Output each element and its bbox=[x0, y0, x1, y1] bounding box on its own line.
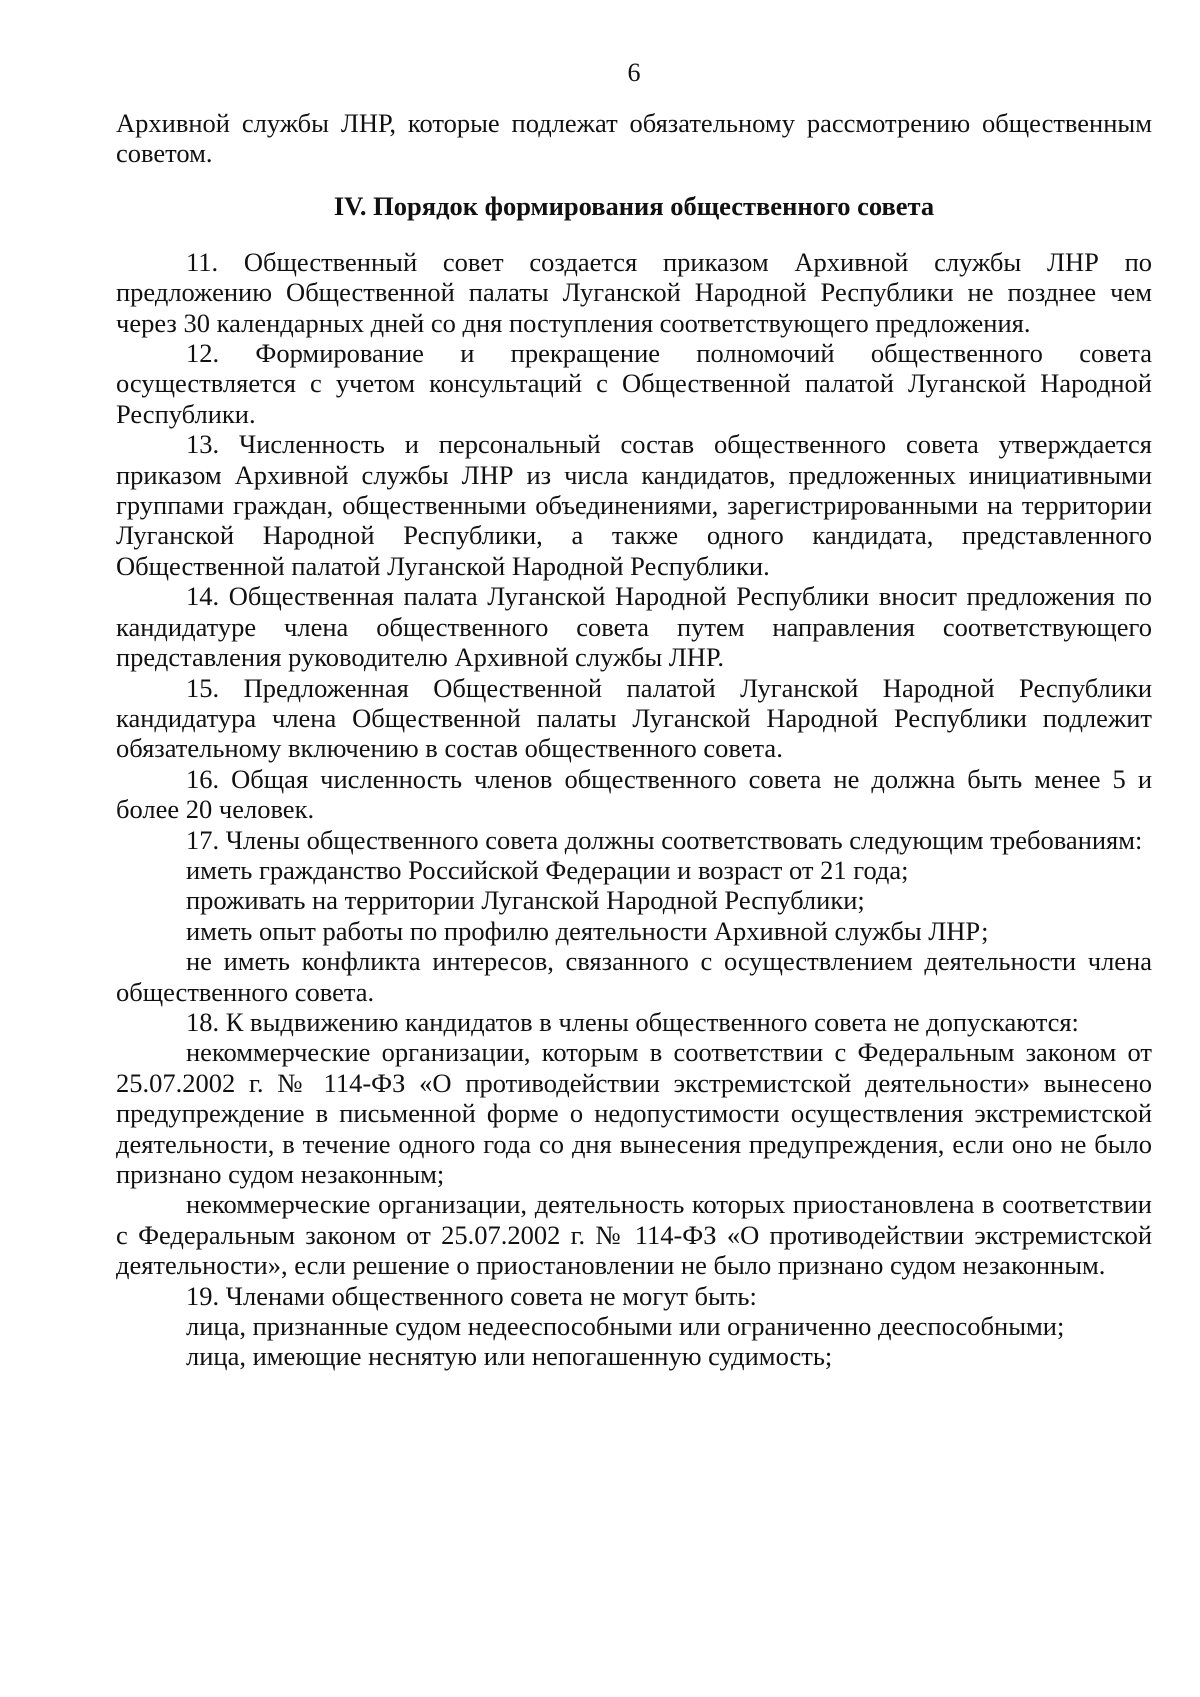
paragraph-13: 13. Численность и персональный состав общественного совета утверждается приказом Архивной службы ЛНР из числа кандидатов, предложенных инициативными группами граждан, общественными объединениями, зарегистрированными на территории Луганской Народной Республики, а также одного кандидата, представленного Общественной палатой Луганской Народной Республики. bbox=[116, 429, 1152, 581]
paragraph-19: 19. Членами общественного совета не могут быть: bbox=[186, 1280, 757, 1311]
paragraph-15: 15. Предложенная Общественной палатой Луганской Народной Республики кандидатура члена Общественной палаты Луганской Народной Республики подлежит обязательному включению в состав общественного совета. bbox=[116, 672, 1152, 764]
requirement-item: не иметь конфликта интересов, связанного с осуществлением деятельности члена общественного совета. bbox=[116, 946, 1152, 1007]
paragraph-16: 16. Общая численность членов общественного совета не должна быть менее 5 и более 20 человек. bbox=[116, 763, 1152, 825]
paragraph-18: 18. К выдвижению кандидатов в члены общественного совета не допускаются: bbox=[186, 1006, 1079, 1037]
paragraph-14: 14. Общественная палата Луганской Народной Республики вносит предложения по кандидатуре члена общественного совета путем направления соответствующего представления руководителю Архивной службы ЛНР. bbox=[116, 581, 1152, 673]
requirement-item: иметь гражданство Российской Федерации и возраст от 21 года; bbox=[186, 854, 909, 885]
exclusion-item: некоммерческие организации, деятельность которых приостановлена в соответствии с Федеральным законом от 25.07.2002 г. № 114-ФЗ «О противодействии экстремистской деятельности», если решение о приостановлении не было признано судом незаконным. bbox=[116, 1189, 1152, 1281]
section-title: IV. Порядок формирования общественного совета bbox=[333, 190, 935, 221]
restriction-item: лица, признанные судом недееспособными или ограниченно дееспособными; bbox=[186, 1311, 1065, 1342]
paragraph-12: 12. Формирование и прекращение полномочий общественного совета осуществляется с учетом консультаций с Общественной палатой Луганской Народной Республики. bbox=[116, 338, 1152, 429]
document-body bbox=[116, 108, 1152, 1372]
paragraph-11: 11. Общественный совет создается приказом Архивной службы ЛНР по предложению Общественной палаты Луганской Народной Республики не позднее чем через 30 календарных дней со дня поступления соответствующего предложения. bbox=[116, 246, 1152, 338]
intro-paragraph: Архивной службы ЛНР, которые подлежат обязательному рассмотрению общественным советом. bbox=[116, 108, 1152, 169]
requirement-item: проживать на территории Луганской Народной Республики; bbox=[186, 885, 865, 916]
document-page bbox=[116, 58, 1152, 1372]
requirement-item: иметь опыт работы по профилю деятельности Архивной службы ЛНР; bbox=[186, 915, 989, 946]
page-number: 6 bbox=[627, 58, 641, 87]
restriction-item: лица, имеющие неснятую или непогашенную судимость; bbox=[186, 1341, 833, 1372]
exclusion-item: некоммерческие организации, которым в соответствии с Федеральным законом от 25.07.2002 г. № 114-ФЗ «О противодействии экстремистской деятельности» вынесено предупреждение в письменной форме о недопустимости осуществления экстремистской деятельности, в течение одного года со дня вынесения предупреждения, если оно не было признано судом незаконным; bbox=[116, 1037, 1152, 1189]
paragraph-17: 17. Члены общественного совета должны соответствовать следующим требованиям: bbox=[186, 824, 1143, 855]
